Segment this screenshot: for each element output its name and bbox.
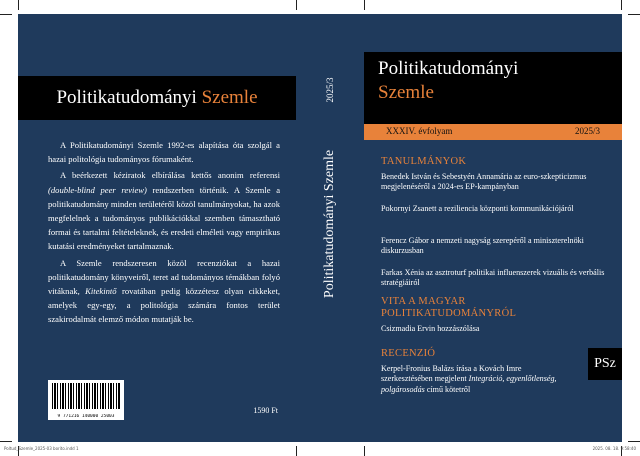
back-para-3-b: rovatában pedig közzétesz olyan cikkeket, amelyek egy-egy, a politológia számára fontos terület szakirodalmát elemző módon mutatják be. <box>48 286 280 325</box>
psz-logo: PSz <box>588 348 622 380</box>
toc-item-3: Ferencz Gábor a nemzeti nagyság szerepéről a miniszterelnöki diskurzusban <box>381 236 584 256</box>
toc-item-6-em: Integráció, egyenlőtlenség, polgárosodás <box>381 374 557 394</box>
barcode-bars <box>52 383 120 409</box>
back-para-1: A Politikatudományi Szemle 1992-es alapítása óta szolgál a hazai politológia tudományos fórumaként. <box>48 140 280 165</box>
toc-item-2: Pokornyi Zsanett a reziliencia központi kommunikációjáról <box>381 204 574 213</box>
crop-mark <box>628 441 640 442</box>
back-para-2-a: A beérkezett kéziratok elbírálása kettős anonim referensi <box>60 170 280 181</box>
back-para-2-b: rendszerben történik. A Szemle a politikatudomány minden területéről közöl tanulmányokat, ha azok megfelelnek a tudományos publikációkkal szemben támasztható formai és tartalmi feltételeknek, és eredeti elméleti vagy empirikus kutatási eredményeket tartalmaznak. <box>48 184 281 252</box>
spine-title: Politikatudományi Szemle <box>322 149 337 299</box>
back-para-3 <box>48 256 280 327</box>
front-title-line1: Politikatudományi <box>378 58 519 79</box>
crop-mark <box>18 0 19 10</box>
back-para-2 <box>48 168 280 253</box>
toc-item-6-a: Kerpel-Fronius Balázs írása a Kovách Imre szerkesztésében megjelent <box>381 364 522 384</box>
footer-timestamp: 2025. 08. 18. 9:58:40 <box>592 446 636 451</box>
volume-label: XXXIV. évfolyam <box>386 126 453 136</box>
back-para-3-a: A Szemle rendszeresen közöl recenziókat a hazai politikatudomány könyveiről, teret ad tudományos témákban folyó vitáknak, <box>48 257 280 297</box>
issue-label: 2025/3 <box>574 126 600 136</box>
spine <box>296 14 364 442</box>
footer-filename: Poltud_Szemle_2025-03 borito.indd 1 <box>4 446 79 451</box>
crop-mark <box>296 0 297 10</box>
back-cover <box>18 14 296 442</box>
back-description <box>48 138 280 327</box>
front-title-line2: Szemle <box>378 82 434 103</box>
crop-mark <box>364 0 365 10</box>
crop-mark <box>364 446 365 456</box>
section-tanulmanyok: TANULMÁNYOK <box>381 156 467 167</box>
price: 1590 Ft <box>253 406 278 415</box>
back-para-2-em: (double-blind peer review) <box>48 184 147 195</box>
barcode-number: 9 771216 140000 25003 <box>57 414 115 419</box>
front-cover <box>364 14 622 442</box>
volume-bar <box>364 124 622 140</box>
back-title <box>18 76 296 120</box>
crop-mark <box>0 14 12 15</box>
crop-mark <box>0 441 12 442</box>
front-title <box>364 52 622 104</box>
crop-mark <box>621 0 622 10</box>
back-para-3-em: Kitekintő <box>85 286 117 297</box>
back-title-sub: Szemle <box>201 87 258 108</box>
toc-item-1: Benedek István és Sebestyén Annamária az euro-szkepticizmus megjelenéséről a 2024-es EP-kampányban <box>381 172 587 192</box>
spine-issue: 2025/3 <box>325 77 335 103</box>
toc-item-5: Csizmadia Ervin hozzászólása <box>381 324 480 333</box>
section-vita: VITA A MAGYAR POLITIKATUDOMÁNYRÓL <box>381 296 517 319</box>
toc-item-6-b: című kötetről <box>426 384 471 394</box>
barcode <box>48 380 124 420</box>
toc-item-4: Farkas Xénia az asztroturf politikai influenszerek vizuális és verbális stratégiáiról <box>381 268 605 288</box>
section-recenzio: RECENZIÓ <box>381 348 436 359</box>
back-title-main: Politikatudományi <box>56 87 197 108</box>
toc-item-6 <box>381 364 571 395</box>
crop-mark <box>628 14 640 15</box>
crop-mark <box>296 446 297 456</box>
journal-cover-spread <box>18 14 622 442</box>
